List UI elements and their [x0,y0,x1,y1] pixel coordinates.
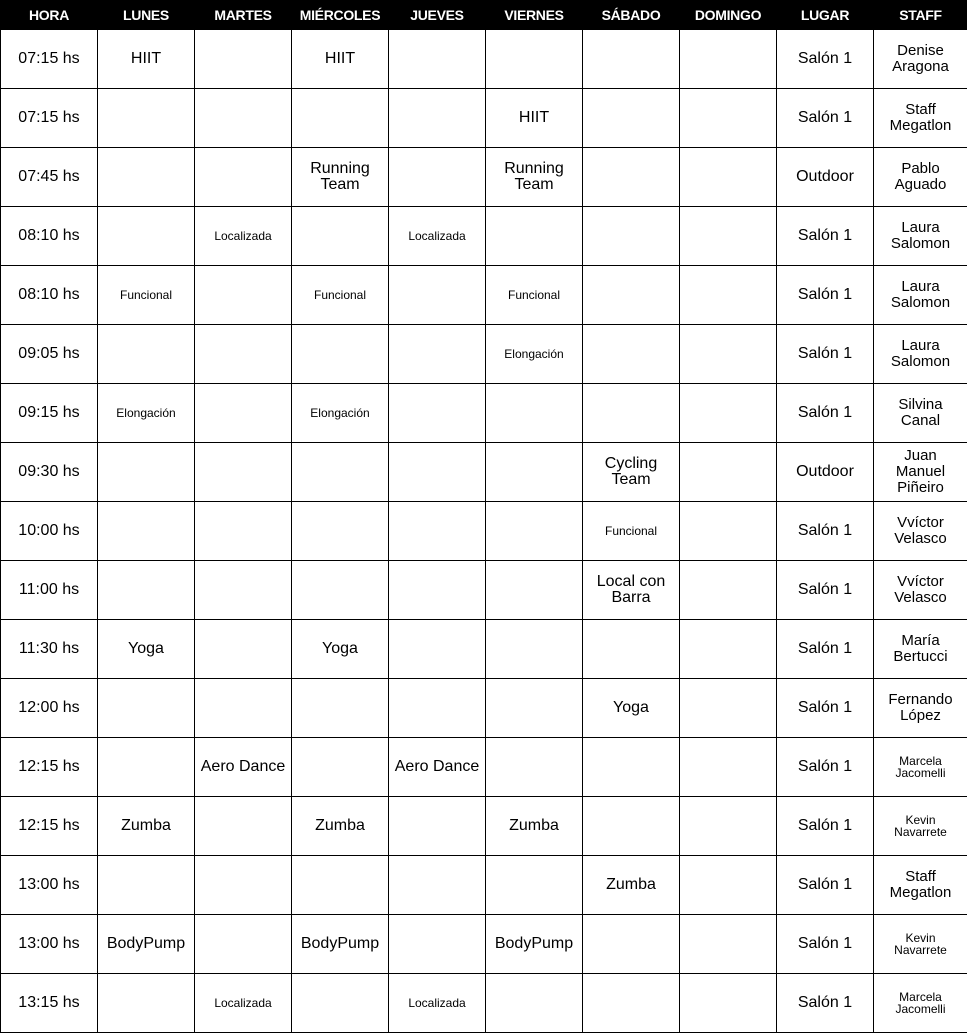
cell-domingo [680,561,777,620]
cell-miercoles [292,856,389,915]
cell-lugar: Salón 1 [777,325,874,384]
cell-hora: 08:10 hs [1,207,98,266]
cell-sabado [583,325,680,384]
cell-lugar: Salón 1 [777,797,874,856]
cell-hora: 09:15 hs [1,384,98,443]
cell-staff [874,384,967,443]
cell-martes [195,620,292,679]
cell-miercoles: Funcional [292,266,389,325]
cell-staff [874,148,967,207]
cell-martes [195,30,292,89]
staff-name-part: Megatlon [889,117,952,134]
staff-name-part: Silvina [898,396,943,413]
staff-name-part: Marcela [899,990,942,1004]
cell-lunes [98,443,195,502]
schedule-row [1,974,967,1033]
schedule-row [1,266,967,325]
cell-jueves [389,502,486,561]
staff-name-part: Jacomelli [895,1002,946,1016]
staff-name-part: Bertucci [893,648,948,665]
schedule-row [1,738,967,797]
staff-name-part: Megatlon [889,884,952,901]
cell-jueves [389,30,486,89]
cell-staff [874,207,967,266]
header-staff: STAFF [874,1,967,30]
cell-lunes: BodyPump [98,915,195,974]
staff-name-part: Navarrete [894,943,947,957]
cell-hora: 13:00 hs [1,915,98,974]
staff-name-part: Manuel [895,463,946,480]
cell-lugar: Outdoor [777,148,874,207]
cell-domingo [680,148,777,207]
header-jueves: JUEVES [389,1,486,30]
schedule-row [1,443,967,502]
staff-name-part: Salomon [890,353,951,370]
staff-name-part: Jacomelli [895,766,946,780]
cell-hora: 10:00 hs [1,502,98,561]
cell-martes [195,89,292,148]
header-lunes: LUNES [98,1,195,30]
cell-miercoles: Elongación [292,384,389,443]
cell-lunes [98,856,195,915]
schedule-row [1,856,967,915]
cell-lunes [98,974,195,1033]
cell-sabado [583,738,680,797]
staff-name-part: Kevin [905,813,936,827]
staff-name-part: Denise [897,42,944,59]
cell-staff [874,974,967,1033]
cell-sabado: Zumba [583,856,680,915]
cell-viernes [486,384,583,443]
cell-staff [874,561,967,620]
staff-name-part: Staff [905,868,936,885]
schedule-row [1,561,967,620]
cell-jueves [389,384,486,443]
cell-lugar: Salón 1 [777,89,874,148]
cell-staff [874,856,967,915]
staff-name-part: Vvíctor [897,573,944,590]
cell-staff [874,443,967,502]
cell-jueves [389,89,486,148]
header-viernes: VIERNES [486,1,583,30]
cell-miercoles [292,207,389,266]
header-row [1,1,967,30]
cell-lugar: Outdoor [777,443,874,502]
cell-lunes: Yoga [98,620,195,679]
cell-sabado [583,797,680,856]
cell-domingo [680,738,777,797]
cell-martes [195,856,292,915]
cell-jueves: Localizada [389,974,486,1033]
staff-name-part: Velasco [894,530,947,547]
cell-lugar: Salón 1 [777,856,874,915]
cell-staff [874,797,967,856]
cell-lugar: Salón 1 [777,679,874,738]
cell-jueves [389,561,486,620]
cell-viernes: Zumba [486,797,583,856]
schedule-row [1,30,967,89]
cell-miercoles [292,738,389,797]
staff-name-part: Kevin [905,931,936,945]
schedule-row [1,325,967,384]
cell-hora: 12:15 hs [1,797,98,856]
staff-name-part: Marcela [899,754,942,768]
staff-name-part: Salomon [890,235,951,252]
cell-viernes: HIIT [486,89,583,148]
cell-domingo [680,502,777,561]
cell-miercoles [292,443,389,502]
cell-domingo [680,915,777,974]
schedule-row [1,915,967,974]
cell-miercoles: Running Team [292,148,389,207]
cell-martes [195,148,292,207]
cell-martes [195,679,292,738]
header-domingo: DOMINGO [680,1,777,30]
cell-hora: 13:00 hs [1,856,98,915]
cell-staff [874,30,967,89]
cell-sabado [583,89,680,148]
cell-martes [195,266,292,325]
cell-domingo [680,974,777,1033]
header-lugar: LUGAR [777,1,874,30]
cell-staff [874,679,967,738]
cell-miercoles: BodyPump [292,915,389,974]
cell-viernes [486,856,583,915]
cell-viernes [486,738,583,797]
cell-miercoles [292,89,389,148]
cell-viernes: BodyPump [486,915,583,974]
staff-name-part: Aragona [892,58,949,75]
cell-jueves: Localizada [389,207,486,266]
cell-lugar: Salón 1 [777,207,874,266]
cell-lunes: Zumba [98,797,195,856]
cell-martes [195,797,292,856]
cell-sabado: Funcional [583,502,680,561]
cell-lugar: Salón 1 [777,30,874,89]
schedule-row [1,679,967,738]
cell-domingo [680,443,777,502]
cell-lunes [98,89,195,148]
header-martes: MARTES [195,1,292,30]
cell-lugar: Salón 1 [777,738,874,797]
schedule-header [1,1,967,30]
cell-martes: Localizada [195,974,292,1033]
cell-lunes [98,207,195,266]
cell-hora: 13:15 hs [1,974,98,1033]
cell-viernes: Funcional [486,266,583,325]
cell-viernes [486,443,583,502]
cell-staff [874,620,967,679]
cell-miercoles [292,502,389,561]
cell-hora: 11:00 hs [1,561,98,620]
staff-name-part: Juan [904,447,937,464]
cell-domingo [680,30,777,89]
cell-lunes: HIIT [98,30,195,89]
cell-jueves [389,325,486,384]
cell-staff [874,915,967,974]
cell-viernes [486,502,583,561]
cell-viernes: Elongación [486,325,583,384]
cell-jueves [389,266,486,325]
cell-jueves [389,148,486,207]
cell-martes [195,915,292,974]
cell-lugar: Salón 1 [777,915,874,974]
cell-miercoles: Yoga [292,620,389,679]
cell-jueves [389,915,486,974]
header-hora: HORA [1,1,98,30]
staff-name-part: Laura [901,219,940,236]
cell-jueves: Aero Dance [389,738,486,797]
schedule-body [1,30,967,1033]
cell-sabado: Yoga [583,679,680,738]
cell-hora: 12:15 hs [1,738,98,797]
staff-name-part: Vvíctor [897,514,944,531]
cell-viernes [486,974,583,1033]
cell-domingo [680,679,777,738]
cell-miercoles [292,679,389,738]
cell-martes [195,561,292,620]
cell-lunes [98,679,195,738]
staff-name-part: Staff [905,101,936,118]
cell-jueves [389,679,486,738]
cell-lugar: Salón 1 [777,974,874,1033]
staff-name-part: Pablo [901,160,940,177]
cell-domingo [680,797,777,856]
cell-viernes: Running Team [486,148,583,207]
schedule-row [1,148,967,207]
staff-name-part: Navarrete [894,825,947,839]
cell-sabado [583,974,680,1033]
staff-name-part: Fernando [888,691,953,708]
staff-name-part: María [901,632,940,649]
cell-sabado [583,266,680,325]
cell-viernes [486,561,583,620]
cell-hora: 07:15 hs [1,89,98,148]
cell-sabado [583,915,680,974]
cell-sabado: Cycling Team [583,443,680,502]
cell-martes [195,502,292,561]
cell-martes: Localizada [195,207,292,266]
staff-name-part: Aguado [894,176,947,193]
cell-miercoles [292,974,389,1033]
cell-lunes [98,325,195,384]
cell-miercoles: Zumba [292,797,389,856]
cell-staff [874,502,967,561]
cell-sabado [583,384,680,443]
cell-martes [195,325,292,384]
staff-name-part: López [900,707,941,724]
cell-viernes [486,207,583,266]
header-miercoles: MIÉRCOLES [292,1,389,30]
cell-miercoles: HIIT [292,30,389,89]
cell-hora: 09:05 hs [1,325,98,384]
cell-lugar: Salón 1 [777,502,874,561]
cell-hora: 07:15 hs [1,30,98,89]
cell-viernes [486,620,583,679]
schedule-row [1,207,967,266]
cell-sabado [583,30,680,89]
cell-hora: 11:30 hs [1,620,98,679]
cell-lunes: Funcional [98,266,195,325]
cell-hora: 09:30 hs [1,443,98,502]
cell-sabado [583,620,680,679]
cell-miercoles [292,561,389,620]
staff-name-part: Canal [900,412,941,429]
cell-lunes [98,148,195,207]
cell-lunes [98,502,195,561]
cell-domingo [680,266,777,325]
cell-hora: 07:45 hs [1,148,98,207]
schedule-row [1,502,967,561]
cell-sabado [583,148,680,207]
staff-name-part: Velasco [894,589,947,606]
cell-lugar: Salón 1 [777,384,874,443]
schedule-row [1,797,967,856]
cell-domingo [680,620,777,679]
schedule-row [1,89,967,148]
cell-miercoles [292,325,389,384]
cell-lunes [98,561,195,620]
cell-lugar: Salón 1 [777,266,874,325]
cell-lugar: Salón 1 [777,561,874,620]
cell-martes: Aero Dance [195,738,292,797]
cell-staff [874,325,967,384]
cell-viernes [486,679,583,738]
cell-sabado: Local con Barra [583,561,680,620]
cell-domingo [680,89,777,148]
staff-name-part: Salomon [890,294,951,311]
cell-hora: 12:00 hs [1,679,98,738]
cell-staff [874,266,967,325]
cell-lunes [98,738,195,797]
cell-jueves [389,856,486,915]
cell-jueves [389,443,486,502]
schedule-row [1,384,967,443]
cell-lugar: Salón 1 [777,620,874,679]
cell-jueves [389,620,486,679]
cell-lunes: Elongación [98,384,195,443]
cell-staff [874,738,967,797]
staff-name-part: Laura [901,337,940,354]
cell-domingo [680,384,777,443]
cell-domingo [680,207,777,266]
header-sabado: SÁBADO [583,1,680,30]
staff-name-part: Laura [901,278,940,295]
cell-jueves [389,797,486,856]
schedule-row [1,620,967,679]
cell-domingo [680,856,777,915]
staff-name-part: Piñeiro [897,479,944,496]
cell-sabado [583,207,680,266]
cell-viernes [486,30,583,89]
cell-martes [195,384,292,443]
cell-hora: 08:10 hs [1,266,98,325]
cell-staff [874,89,967,148]
cell-domingo [680,325,777,384]
cell-martes [195,443,292,502]
